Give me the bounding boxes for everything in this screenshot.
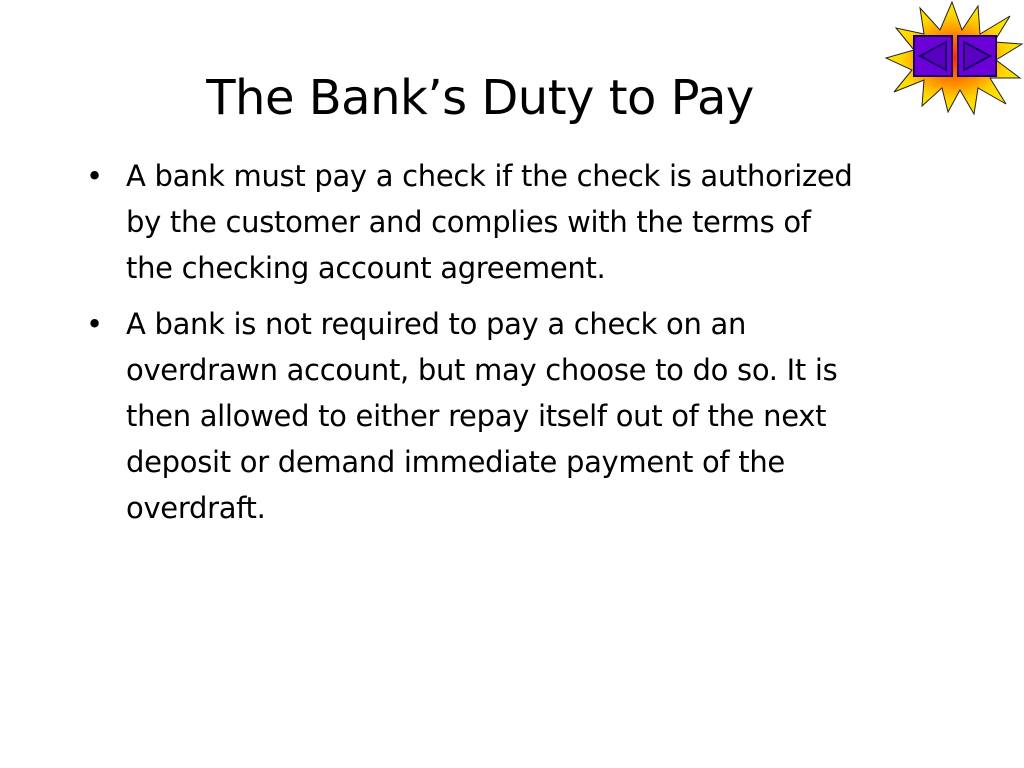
next-slide-button[interactable] <box>958 36 996 76</box>
slide-title: The Bank’s Duty to Pay <box>206 70 754 126</box>
bullet-item <box>86 153 866 291</box>
bullet-list <box>86 153 866 541</box>
bullet-marker: • <box>86 307 103 341</box>
previous-slide-button[interactable] <box>914 36 952 76</box>
bullet-marker: • <box>86 159 103 193</box>
navigation-star-badge <box>882 0 1024 116</box>
bullet-item <box>86 301 866 531</box>
bullet-text: A bank is not required to pay a check on an overdrawn account, but may choose to do so. It is then allowed to either repay itself out of the next deposit or demand immediate payment of the overdraft. <box>126 307 838 525</box>
bullet-text: A bank must pay a check if the check is authorized by the customer and complies with the terms of the checking account agreement. <box>126 159 853 285</box>
starburst-shape <box>886 2 1022 114</box>
